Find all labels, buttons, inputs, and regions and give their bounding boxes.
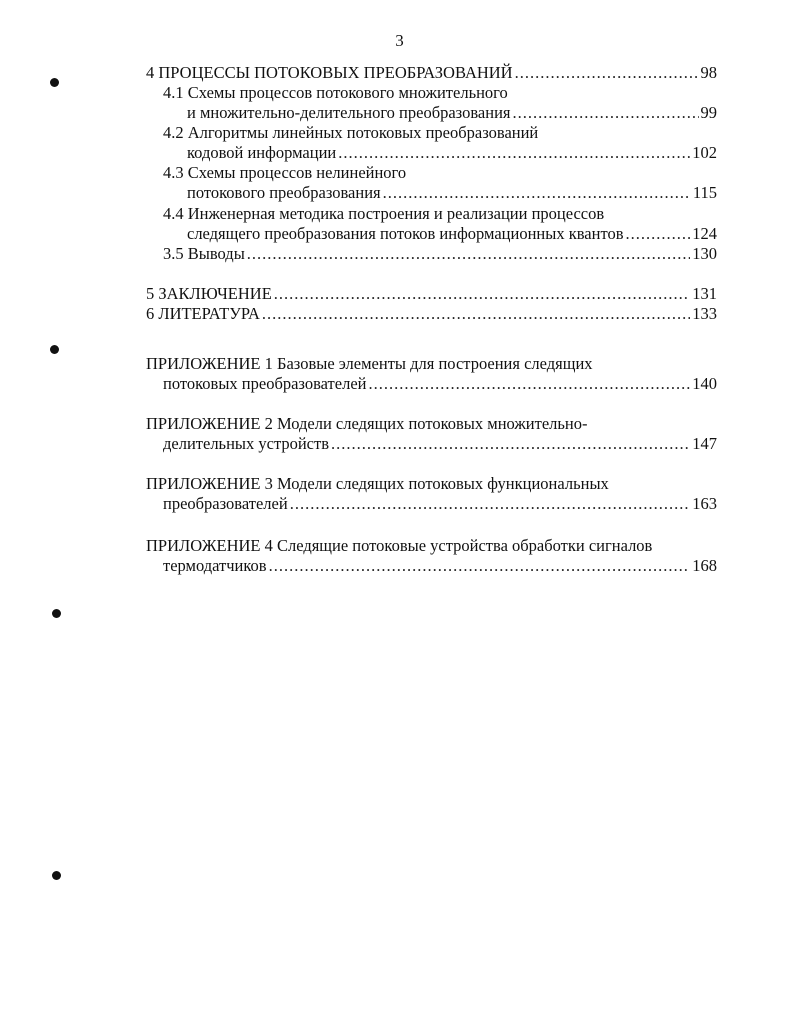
dot-leader bbox=[269, 556, 691, 576]
toc-entry-page: 140 bbox=[692, 374, 717, 393]
toc-entry-4-3-line1 bbox=[163, 163, 406, 183]
toc-entry-appendix-3-line1 bbox=[146, 474, 609, 494]
dot-leader bbox=[274, 284, 690, 304]
page-number: 3 bbox=[395, 31, 404, 50]
toc-entry-appendix-2-line1 bbox=[146, 414, 587, 434]
toc-entry-title: потоковых преобразователей bbox=[163, 374, 367, 393]
toc-entry-appendix-4-line1 bbox=[146, 536, 652, 556]
toc-entry-title: потокового преобразования bbox=[187, 183, 381, 202]
dot-leader bbox=[383, 183, 691, 203]
toc-entry-title: 4.3 Схемы процессов нелинейного bbox=[163, 163, 407, 182]
toc-entry-page: 115 bbox=[692, 183, 717, 202]
toc-entry-chapter-4 bbox=[146, 63, 717, 83]
toc-entry-title: 4.1 Схемы процессов потокового множительного bbox=[163, 83, 508, 102]
toc-entry-page: 133 bbox=[692, 304, 717, 323]
toc-entry-title: термодатчиков bbox=[163, 556, 267, 575]
dot-leader bbox=[247, 244, 690, 264]
binder-hole-mark bbox=[50, 78, 59, 87]
toc-entry-title: преобразователей bbox=[163, 494, 288, 513]
toc-entry-4-1-line1 bbox=[163, 83, 508, 103]
toc-entry-4-3-line2 bbox=[187, 183, 717, 203]
toc-entry-4-2-line2 bbox=[187, 143, 717, 163]
toc-entry-title: ПРИЛОЖЕНИЕ 2 Модели следящих потоковых множительно- bbox=[146, 414, 588, 433]
toc-entry-appendix-3-line2 bbox=[163, 494, 717, 514]
toc-entry-page: 130 bbox=[692, 244, 717, 263]
toc-entry-title: 4 ПРОЦЕССЫ ПОТОКОВЫХ ПРЕОБРАЗОВАНИЙ bbox=[146, 63, 513, 82]
dot-leader bbox=[513, 103, 699, 123]
toc-entry-page: 131 bbox=[692, 284, 717, 303]
binder-hole-mark bbox=[50, 345, 59, 354]
toc-entry-title: и множительно-делительного преобразования bbox=[187, 103, 511, 122]
toc-entry-title: 6 ЛИТЕРАТУРА bbox=[146, 304, 260, 323]
binder-hole-mark bbox=[52, 871, 61, 880]
toc-entry-3-5 bbox=[163, 244, 717, 264]
toc-entry-title: делительных устройств bbox=[163, 434, 330, 453]
toc-entry-page: 168 bbox=[692, 556, 717, 575]
toc-entry-title: ПРИЛОЖЕНИЕ 3 Модели следящих потоковых функциональных bbox=[146, 474, 609, 493]
toc-entry-chapter-6 bbox=[146, 304, 717, 324]
toc-entry-4-1-line2 bbox=[187, 103, 717, 123]
dot-leader bbox=[626, 224, 691, 244]
dot-leader bbox=[338, 143, 690, 163]
toc-entry-title: 4.2 Алгоритмы линейных потоковых преобразований bbox=[163, 123, 539, 142]
toc-entry-title: кодовой информации bbox=[187, 143, 337, 162]
toc-entry-chapter-5 bbox=[146, 284, 717, 304]
binder-hole-mark bbox=[52, 609, 61, 618]
dot-leader bbox=[290, 494, 691, 514]
toc-entry-title: ПРИЛОЖЕНИЕ 1 Базовые элементы для построения следящих bbox=[146, 354, 593, 373]
toc-entry-4-4-line1 bbox=[163, 204, 604, 224]
toc-entry-title: ПРИЛОЖЕНИЕ 4 Следящие потоковые устройства обработки сигналов bbox=[146, 536, 653, 555]
toc-entry-page: 163 bbox=[692, 494, 717, 513]
toc-entry-title: 3.5 Выводы bbox=[163, 244, 245, 263]
toc-entry-title: 5 ЗАКЛЮЧЕНИЕ bbox=[146, 284, 272, 303]
toc-entry-4-2-line1 bbox=[163, 123, 538, 143]
toc-entry-page: 102 bbox=[692, 143, 717, 162]
toc-entry-appendix-1-line2 bbox=[163, 374, 717, 394]
toc-entry-page: 147 bbox=[692, 434, 717, 453]
toc-entry-4-4-line2 bbox=[187, 224, 717, 244]
toc-entry-title: следящего преобразования потоков информационных квантов bbox=[187, 224, 624, 243]
toc-entry-page: 124 bbox=[692, 224, 717, 243]
dot-leader bbox=[331, 434, 690, 454]
toc-entry-page: 99 bbox=[700, 103, 717, 122]
dot-leader bbox=[262, 304, 690, 324]
toc-entry-appendix-2-line2 bbox=[163, 434, 717, 454]
toc-entry-title: 4.4 Инженерная методика построения и реализации процессов bbox=[163, 204, 605, 223]
toc-entry-page: 98 bbox=[700, 63, 717, 82]
dot-leader bbox=[368, 374, 690, 394]
toc-entry-appendix-1-line1 bbox=[146, 354, 593, 374]
toc-entry-appendix-4-line2 bbox=[163, 556, 717, 576]
dot-leader bbox=[515, 63, 699, 83]
